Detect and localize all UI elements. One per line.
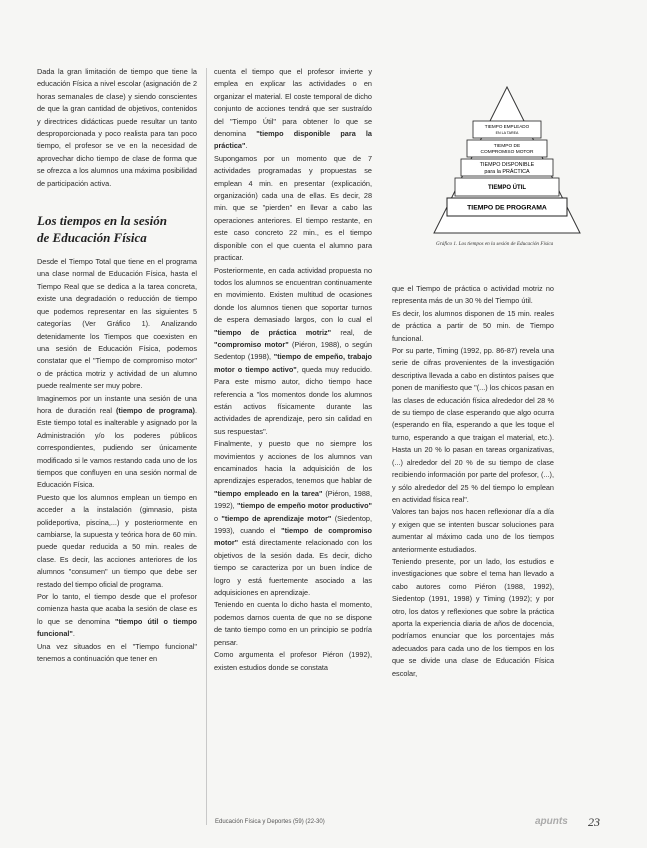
paragraph: Puesto que los alumnos emplean un tiempo en acceder a la instalación (gimnasio, pista polideportiva, piscina,...) y posteriormente en cambiarse, la supuesta y teórica hora de 60 min. puede quedar reducida a 50 min. reales de clase. Es decir, las acciones anteriores de los alumnos "consumen" un tiempo que debe ser restado del tiempo oficial de programa. [37,492,197,589]
paragraph: Desde el Tiempo Total que tiene en el programa una clase normal de Educación Física, hasta el Tiempo Real que se dedica a la tarea concreta, existe una degradación o reducción de tiempo que podemos representar en las siguientes 5 categorías (Ver Gráfico 1). Analizando detenidamente los Tiempos que coexisten en una sesión de Educación Física, podemos constatar que el "Tiempo de compromiso motor" o de práctica motriz y actividad de un alumno puede realmente ser muy pobre. [37,257,197,391]
figure-caption: Gráfico 1. Los tiempos en la sesión de Educación Física [436,241,554,247]
paragraph: Teniendo en cuenta lo dicho hasta el momento, podemos darnos cuenta de que no se dispone de tanto tiempo como en un principio se podría pensar. [214,600,372,647]
section-heading [37,212,197,246]
level-2-line-2: COMPROMISO MOTOR [480,150,534,155]
level-4-label: TIEMPO ÚTIL [488,185,526,191]
level-5-label: TIEMPO DE PROGRAMA [467,204,547,212]
paragraph: Una vez situados en el "Tiempo funcional" tenemos a continuación que tener en [37,641,197,664]
paragraph: cuenta el tiempo que el profesor invierte y emplea en explicar las actividades o en organizar el material. El coste temporal de dicho conjunto de acciones tendrá que ser sustraído del "Tiempo Útil" para obtener lo que se denomina "tiempo disponible para la práctica". [214,67,372,151]
paragraph: Imaginemos por un instante una sesión de una hora de duración real (tiempo de programa). Este tiempo total es inalterable y asignado por la Administración y/o los poderes públicos correspondientes, pudiendo ser únicamente modificado si le vamos restando cada uno de los tiempos que confluyen en una sesión normal de Educación Física. [37,393,197,490]
paragraph: que el Tiempo de práctica o actividad motriz no representa más de un 30 % del Tiempo útil. [392,284,554,306]
column-3 [392,283,554,680]
paragraph: Por su parte, Timing (1992, pp. 86-87) revela una serie de cifras provenientes de la investigación descriptiva llevada a cabo en distintos países que ponen de manifiesto que "(...) los chicos pasan en las clases de educación física alrededor del 28 % de su tiempo de clase esperando que algo ocurra (esperando en fila, esperando a que les toque el turno, esperando a que traigan el material, etc.). Hasta un 20 % lo pasan en tareas organizativas, (...) alrededor del 20 % de su tiempo de clase recibiendo información por parte del profesor, (...), y sólo alrededor del 25 % del tiempo lo emplean en actividad física real". [392,346,554,504]
level-3-line-1: TIEMPO DISPONIBLE [479,162,535,168]
column-1 [37,66,197,665]
level-2-line-1: TIEMPO DE [493,144,521,149]
heading-line-1: Los tiempos en la sesión [37,213,168,229]
column-2 [214,66,372,674]
paragraph: Como argumenta el profesor Piéron (1992), existen estudios donde se constata [214,650,372,672]
paragraph: Valores tan bajos nos hacen reflexionar día a día y exigen que se intenten buscar soluciones para aumentar al máximo cada uno de los tiempos anteriormente estudiados. [392,507,554,554]
level-1-line-2: EN LA TAREA [495,131,519,135]
paragraph: Supongamos por un momento que de 7 actividades programadas y propuestas se emplean 4 min. en presentar (explicación, organización) cada una de ellas. Es decir, 28 min. que se "pierden" en llevar a cabo las operaciones anteriores. El tiempo restante, en este caso concreto 22 min., es el tiempo disponible con el que cuenta el alumno para practicar. [214,153,372,263]
brand-logo: apunts [535,816,568,827]
column-divider [206,68,207,825]
journal-footer: Educación Física y Deportes (59) (22-30) [215,819,325,825]
heading-line-2: de Educación Física [37,230,147,246]
intro-paragraph: Dada la gran limitación de tiempo que tiene la educación Física a nivel escolar (asignación de 2 horas semanales de clase) y siendo conscientes de que la gran cantidad de objetivos, contenidos y directrices didácticas puede resultar un tanto desproporcionada y poco realista para tan poco tiempo, el profesor se ve en la necesidad de aprovechar dicho tiempo de clase de forma que se ofrezca a los alumnos una máxima posibilidad de participación activa. [37,67,197,188]
paragraph: Es decir, los alumnos disponen de 15 min. reales de práctica a partir de 50 min. de Tiempo funcional. [392,308,554,343]
time-pyramid-chart [432,85,582,235]
paragraph: Por lo tanto, el tiempo desde que el profesor comienza hasta que acaba la sesión de clase es lo que se denomina "tiempo útil o tiempo funcional". [37,592,197,639]
level-1-line-1: TIEMPO EMPLEADO [484,124,530,129]
paragraph: Teniendo presente, por un lado, los estudios e investigaciones que sobre el tema han llevado a cabo autores como Piéron (1988, 1992), Siedentop (1991, 1998) y Timing (1992); y por otro, los datos y reflexiones que sobre la práctica aporta la experiencia diaria de años de docencia, podríamos enunciar que los porcentajes más adecuados para cada uno de los tiempos en los que se divide una clase de Educación Física escolar, [392,556,554,678]
level-3-line-2: para la PRÁCTICA [484,169,530,175]
page-number: 23 [588,815,600,829]
paragraph: Finalmente, y puesto que no siempre los movimientos y acciones de los alumnos van encaminados hacia la adquisición de los aprendizajes esperados, tenemos que hablar de "tiempo empleado en la tarea" (Piéron, 1988, 1992), "tiempo de empeño motor productivo" o "tiempo de aprendizaje motor" (Siedentop, 1993), cuando el "tiempo de compromiso motor" está directamente relacionado con los objetivos de la sesión dada. Es decir, dicho tiempo se caracteriza por un buen índice de logro y está fuertemente asociado a las adquisiciones en aprendizaje. [214,439,373,598]
paragraph: Posteriormente, en cada actividad propuesta no todos los alumnos se encuentran continuamente en movimiento. Existen multitud de ocasiones donde los alumnos tienen que soportar turnos de espera demasiado largos, con lo cual el "tiempo de práctica motriz" real, de "compromiso motor" (Piéron, 1988), o según Sedentop (1998), "tiempo de empeño, trabajo motor o tiempo activo", queda muy reducido. Para este mismo autor, dicho tiempo hace referencia a "los momentos donde los alumnos están activos físicamente durante las actividades de aprendizaje, pero sin calidad en sus respuestas". [214,265,373,436]
